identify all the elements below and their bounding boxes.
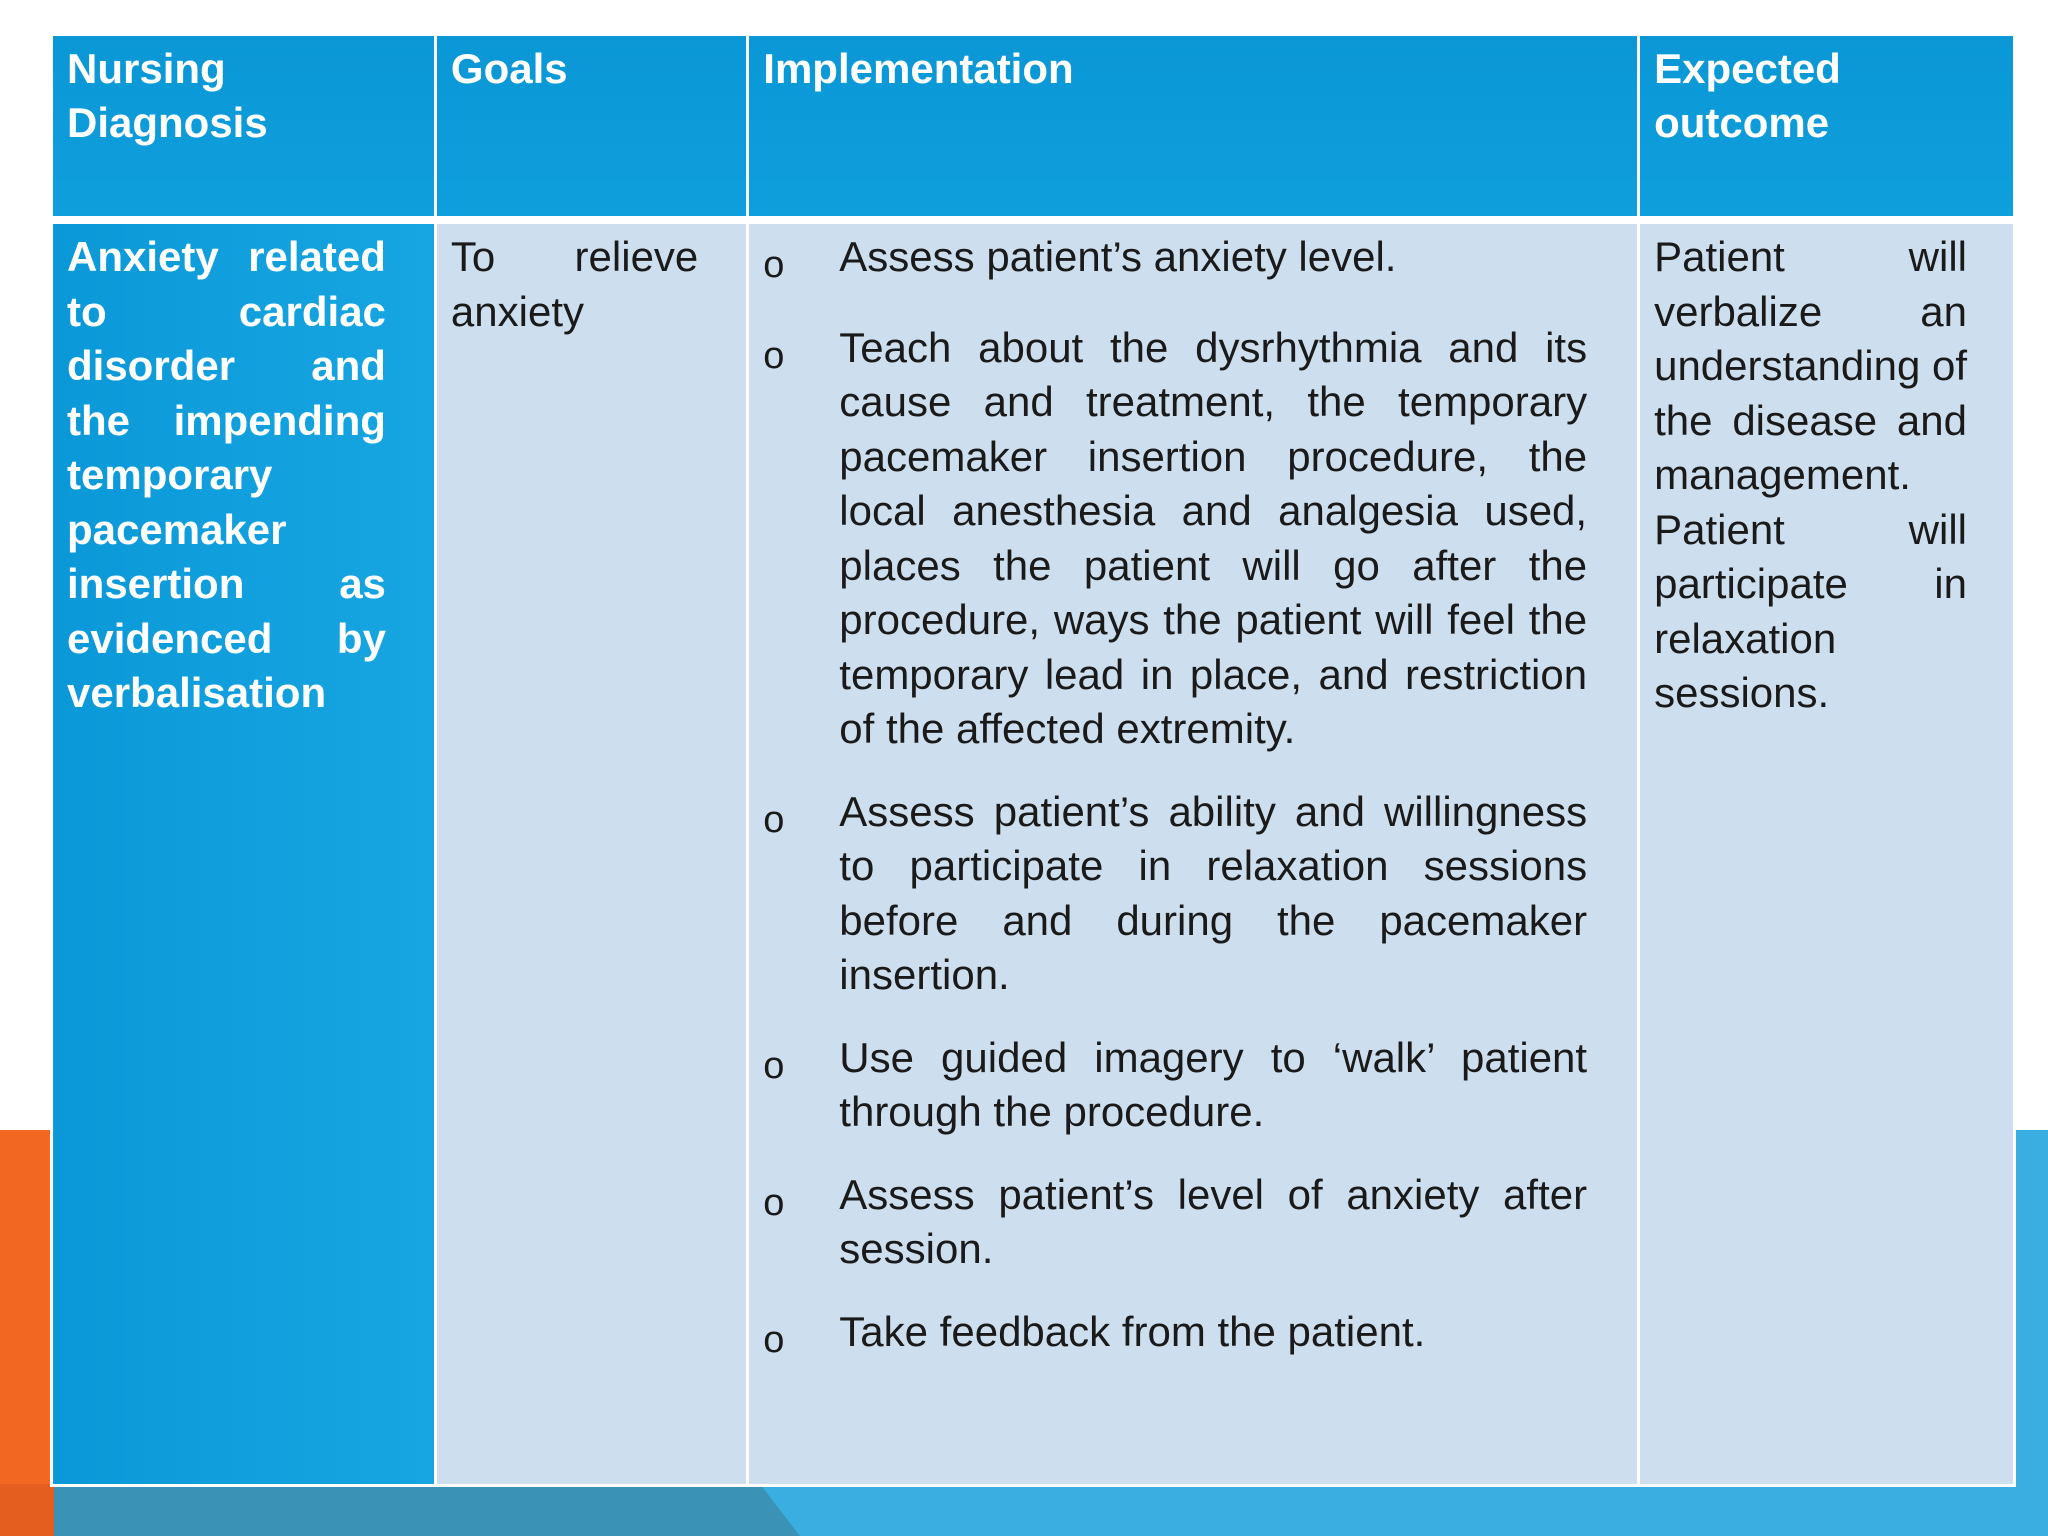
- implementation-text: Assess patient’s level of anxiety after session.: [839, 1170, 1588, 1272]
- implementation-cell: [748, 220, 1639, 1486]
- hollow-bullet-icon: o: [763, 1044, 785, 1087]
- list-item: [763, 785, 1587, 1003]
- header-nursing-diagnosis: Nursing Diagnosis: [52, 35, 436, 221]
- goals-cell: To relieve anxiety: [435, 220, 747, 1486]
- implementation-text: Use guided imagery to ‘walk’ patient through the procedure.: [839, 1033, 1588, 1135]
- implementation-text: Assess patient’s anxiety level.: [839, 233, 1397, 280]
- header-row: [52, 35, 2015, 221]
- bottom-band-dark: [0, 1484, 800, 1536]
- implementation-text: Assess patient’s ability and willingness to participate in relaxation sessions before and during the pacemaker insertion.: [839, 787, 1588, 998]
- bottom-corner-accent: [0, 1484, 54, 1536]
- implementation-text: Take feedback from the patient.: [839, 1307, 1426, 1355]
- expected-outcome-cell: Patient will verbalize an understanding of the disease and management. Patient will participate in relaxation sessions.: [1639, 220, 2015, 1486]
- header-implementation: Implementation: [748, 35, 1639, 221]
- hollow-bullet-icon: o: [763, 798, 785, 841]
- list-item: [763, 321, 1587, 757]
- hollow-bullet-icon: o: [763, 334, 785, 377]
- implementation-text: Teach about the dysrhythmia and its cause and treatment, the temporary pacemaker insertion procedure, the local anesthesia and analgesia used, places the patient will go after the procedure, ways the patient will feel the temporary lead in place, and restriction of the affected extremity.: [839, 323, 1588, 752]
- header-goals: Goals: [435, 35, 747, 221]
- implementation-list: [763, 230, 1587, 1367]
- list-item: [763, 1031, 1587, 1140]
- nursing-care-plan-table: [50, 33, 2016, 1487]
- list-item: [763, 1305, 1587, 1368]
- hollow-bullet-icon: o: [763, 244, 785, 286]
- diagnosis-cell: Anxiety related to cardiac disorder and the impending temporary pacemaker insertion as evidenced by verbalisation: [52, 220, 436, 1486]
- orange-accent-bar: [0, 1130, 54, 1536]
- hollow-bullet-icon: o: [763, 1318, 785, 1361]
- list-item: [763, 1168, 1587, 1277]
- header-expected-outcome: Expected outcome: [1639, 35, 2015, 221]
- table-row: [52, 220, 2015, 1486]
- hollow-bullet-icon: o: [763, 1181, 785, 1224]
- list-item: [763, 230, 1587, 293]
